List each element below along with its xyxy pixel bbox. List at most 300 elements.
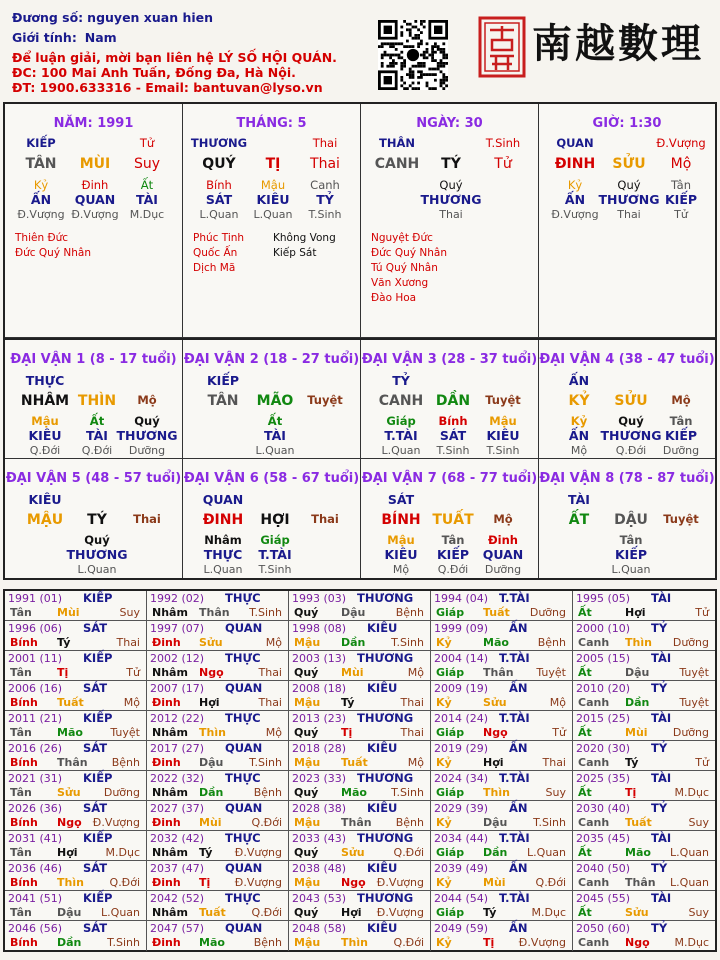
year-can: Nhâm bbox=[152, 846, 188, 859]
year-star: TỶ bbox=[651, 741, 668, 755]
pillar-star: Không Vong bbox=[273, 232, 336, 244]
year-phase: Suy bbox=[688, 906, 709, 919]
year-cell bbox=[573, 591, 715, 621]
dai-van-r2-item: Thai bbox=[133, 512, 161, 526]
dai-van-top: KIẾP bbox=[206, 373, 240, 388]
year-star: TỶ bbox=[651, 921, 668, 935]
year-cell bbox=[573, 711, 715, 741]
dai-van-r2-item: Tuyệt bbox=[307, 393, 343, 407]
year-label: 2043 (53) bbox=[292, 892, 347, 905]
pillar-r4-item: ẤN bbox=[30, 192, 52, 207]
pillar-star: Đức Quý Nhân bbox=[15, 247, 91, 259]
year-star: KIÊU bbox=[367, 741, 398, 755]
year-chi: Tị bbox=[341, 726, 353, 739]
dai-van-r2-item: ĐINH bbox=[202, 512, 244, 528]
year-chi: Mão bbox=[625, 846, 651, 859]
pillar-r2-item: QUÝ bbox=[202, 156, 236, 172]
pillar-r1-item: KIẾP bbox=[26, 136, 56, 150]
year-phase: Bệnh bbox=[253, 786, 282, 799]
year-label: 2047 (57) bbox=[150, 922, 205, 935]
year-phase: Tuyệt bbox=[679, 666, 709, 679]
dai-van-r2-item: TUẤT bbox=[432, 512, 474, 528]
year-phase: Q.Đới bbox=[393, 936, 424, 949]
year-chi: Sửu bbox=[57, 786, 81, 799]
year-chi: Tuất bbox=[483, 606, 510, 619]
dai-van-r2-item: CANH bbox=[378, 393, 424, 409]
dai-van-r5-item: T.Sinh bbox=[436, 444, 470, 457]
year-star: TỶ bbox=[651, 621, 668, 635]
year-cell bbox=[573, 621, 715, 651]
year-star: T.TÀI bbox=[499, 891, 530, 905]
year-star: THƯƠNG bbox=[357, 771, 414, 785]
dai-van-r4-item: T.TÀI bbox=[384, 428, 418, 443]
year-phase: Thai bbox=[116, 636, 140, 649]
year-label: 2042 (52) bbox=[150, 892, 205, 905]
year-phase: Đ.Vượng bbox=[234, 846, 282, 859]
year-label: 2009 (19) bbox=[434, 682, 489, 695]
year-chi: Dậu bbox=[483, 816, 508, 829]
year-chi: Sửu bbox=[625, 906, 649, 919]
year-cell bbox=[289, 651, 431, 681]
year-star: SÁT bbox=[83, 921, 108, 935]
year-can: Canh bbox=[578, 816, 610, 829]
pillar-r5-item: Đ.Vượng bbox=[71, 208, 119, 221]
year-can: Đinh bbox=[152, 936, 181, 949]
year-chi: Thân bbox=[483, 666, 514, 679]
year-star: THỰC bbox=[225, 831, 261, 845]
dai-van-cell bbox=[361, 459, 539, 578]
dai-van-cell bbox=[539, 459, 715, 578]
year-phase: Mộ bbox=[265, 726, 282, 739]
year-cell bbox=[289, 771, 431, 801]
year-chi: Thìn bbox=[341, 936, 368, 949]
year-can: Kỷ bbox=[436, 876, 452, 889]
year-can: Ất bbox=[578, 666, 592, 679]
year-phase: Q.Đới bbox=[393, 846, 424, 859]
dai-van-r2-item: MẬU bbox=[26, 512, 64, 528]
year-phase: Q.Đới bbox=[251, 906, 282, 919]
dai-van-r2-item: BÍNH bbox=[381, 512, 421, 528]
year-chi: Tý bbox=[483, 906, 497, 919]
year-phase: Thai bbox=[400, 726, 424, 739]
year-phase: Thai bbox=[542, 756, 566, 769]
year-can: Giáp bbox=[436, 726, 465, 739]
year-phase: Dưỡng bbox=[672, 726, 709, 739]
dai-van-title: ĐẠI VẬN 7 (68 - 77 tuổi) bbox=[361, 471, 538, 486]
pillar-star: Phúc Tinh bbox=[193, 232, 245, 244]
year-phase: M.Dục bbox=[674, 936, 709, 949]
year-star: KIẾP bbox=[83, 771, 113, 785]
pillar-r4-item: THƯƠNG bbox=[598, 192, 660, 207]
year-phase: M.Dục bbox=[105, 846, 140, 859]
year-label: 2028 (38) bbox=[292, 802, 347, 815]
year-cell bbox=[431, 711, 573, 741]
year-cell bbox=[147, 831, 289, 861]
dai-van-top: KIÊU bbox=[28, 492, 62, 507]
year-cell bbox=[289, 681, 431, 711]
dai-van-r2-item: Mộ bbox=[671, 393, 691, 407]
year-can: Đinh bbox=[152, 876, 181, 889]
year-can: Tân bbox=[10, 786, 32, 799]
dai-van-r2-item: KỶ bbox=[568, 393, 590, 409]
year-phase: T.Sinh bbox=[391, 786, 424, 799]
dai-van-r2-item: TÂN bbox=[207, 393, 239, 409]
year-star: ẤN bbox=[509, 621, 528, 635]
owner-line bbox=[12, 10, 213, 26]
owner-value: nguyen xuan hien bbox=[87, 10, 214, 25]
year-chi: Thân bbox=[199, 606, 230, 619]
dai-van-r5-item: L.Quan bbox=[611, 563, 651, 576]
pillar-r4-item: THƯƠNG bbox=[420, 192, 482, 207]
year-chi: Dần bbox=[341, 636, 366, 649]
year-can: Đinh bbox=[152, 756, 181, 769]
year-label: 2011 (21) bbox=[8, 712, 63, 725]
year-cell bbox=[431, 621, 573, 651]
year-label: 2037 (47) bbox=[150, 862, 205, 875]
year-phase: T.Sinh bbox=[249, 756, 282, 769]
year-chi: Tý bbox=[625, 756, 639, 769]
year-label: 2035 (45) bbox=[576, 832, 631, 845]
pillar-r3-item: Mậu bbox=[260, 178, 286, 192]
pillar-r2-item: MÙI bbox=[79, 156, 111, 172]
pillar-title: NGÀY: 30 bbox=[416, 116, 483, 131]
year-phase: Suy bbox=[119, 606, 140, 619]
dai-van-r2-item: THÌN bbox=[77, 393, 117, 409]
year-chi: Ngọ bbox=[199, 666, 224, 679]
pillar-r4-item: SÁT bbox=[205, 192, 233, 207]
year-phase: Bệnh bbox=[395, 606, 424, 619]
year-cell bbox=[289, 801, 431, 831]
year-can: Quý bbox=[294, 666, 319, 679]
pillar-cell bbox=[5, 104, 183, 338]
year-cell bbox=[289, 741, 431, 771]
year-star: KIẾP bbox=[83, 651, 113, 665]
year-star: TÀI bbox=[651, 891, 672, 905]
year-can: Nhâm bbox=[152, 786, 188, 799]
year-label: 2033 (43) bbox=[292, 832, 347, 845]
year-can: Ất bbox=[578, 606, 592, 619]
year-star: QUAN bbox=[225, 741, 263, 755]
year-cell bbox=[147, 651, 289, 681]
pillar-r2-item: TỊ bbox=[265, 156, 281, 172]
year-cell bbox=[5, 681, 147, 711]
pillar-r5-item: Thai bbox=[439, 208, 463, 221]
year-phase: Đ.Vượng bbox=[376, 906, 424, 919]
year-phase: Bệnh bbox=[537, 636, 566, 649]
year-phase: L.Quan bbox=[101, 906, 140, 919]
year-chi: Tuất bbox=[625, 816, 652, 829]
year-chi: Tuất bbox=[199, 906, 226, 919]
year-label: 1997 (07) bbox=[150, 622, 205, 635]
dai-van-r5-item: Q.Đới bbox=[29, 444, 61, 457]
year-label: 2023 (33) bbox=[292, 772, 347, 785]
year-can: Ất bbox=[578, 906, 592, 919]
dai-van-r4-item: KIÊU bbox=[384, 547, 418, 562]
year-star: KIẾP bbox=[83, 891, 113, 905]
year-can: Tân bbox=[10, 606, 32, 619]
year-star: QUAN bbox=[225, 921, 263, 935]
year-phase: Mộ bbox=[549, 696, 566, 709]
dai-van-r2-item: DẦN bbox=[435, 393, 471, 409]
year-star: T.TÀI bbox=[499, 771, 530, 785]
year-can: Ất bbox=[578, 786, 592, 799]
pillar-r5-item: T.Sinh bbox=[308, 208, 342, 221]
dai-van-r4-item: KIÊU bbox=[28, 428, 62, 443]
dai-van-cell bbox=[183, 340, 361, 459]
year-cell bbox=[431, 651, 573, 681]
year-can: Kỷ bbox=[436, 816, 452, 829]
year-label: 2022 (32) bbox=[150, 772, 205, 785]
year-chi: Hợi bbox=[199, 696, 220, 709]
pillar-star: Dịch Mã bbox=[193, 262, 236, 274]
year-can: Kỷ bbox=[436, 696, 452, 709]
pillar-r3-item: Kỷ bbox=[33, 178, 49, 192]
year-star: THỰC bbox=[225, 711, 261, 725]
year-phase: Tử bbox=[695, 606, 709, 619]
year-label: 2025 (35) bbox=[576, 772, 631, 785]
year-label: 1999 (09) bbox=[434, 622, 489, 635]
year-can: Bính bbox=[10, 696, 38, 709]
year-cell bbox=[5, 711, 147, 741]
year-cell bbox=[431, 861, 573, 891]
year-star: TỶ bbox=[651, 681, 668, 695]
year-star: TÀI bbox=[651, 651, 672, 665]
dai-van-r4-item: TÀI bbox=[86, 428, 108, 443]
year-label: 2003 (13) bbox=[292, 652, 347, 665]
year-chi: Hợi bbox=[483, 756, 504, 769]
year-can: Mậu bbox=[294, 876, 321, 889]
dai-van-r5-item: L.Quan bbox=[203, 563, 243, 576]
year-star: TÀI bbox=[651, 771, 672, 785]
year-chi: Dần bbox=[625, 696, 650, 709]
year-phase: Dưỡng bbox=[103, 786, 140, 799]
year-cell bbox=[289, 891, 431, 921]
dai-van-top: TỶ bbox=[392, 373, 410, 388]
year-chi: Sửu bbox=[199, 636, 223, 649]
year-cell bbox=[289, 921, 431, 951]
dai-van-r3-item: Tân bbox=[441, 533, 465, 547]
year-chi: Mùi bbox=[57, 606, 80, 619]
year-star: QUAN bbox=[225, 681, 263, 695]
dai-van-r2-item: SỬU bbox=[614, 393, 648, 409]
year-label: 1996 (06) bbox=[8, 622, 63, 635]
year-can: Giáp bbox=[436, 606, 465, 619]
year-cell bbox=[431, 831, 573, 861]
year-label: 1991 (01) bbox=[8, 592, 63, 605]
year-can: Canh bbox=[578, 876, 610, 889]
year-can: Ất bbox=[578, 846, 592, 859]
year-can: Canh bbox=[578, 936, 610, 949]
year-can: Bính bbox=[10, 816, 38, 829]
year-phase: Tử bbox=[126, 666, 140, 679]
dai-van-r3-item: Kỷ bbox=[570, 414, 588, 428]
year-can: Tân bbox=[10, 666, 32, 679]
year-cell bbox=[573, 681, 715, 711]
year-label: 1998 (08) bbox=[292, 622, 347, 635]
year-phase: Mộ bbox=[407, 756, 424, 769]
year-star: T.TÀI bbox=[499, 591, 530, 605]
pillar-r2-item: Mộ bbox=[670, 156, 692, 172]
year-star: ẤN bbox=[509, 861, 528, 875]
year-can: Quý bbox=[294, 846, 319, 859]
year-cell bbox=[289, 621, 431, 651]
year-chi: Mão bbox=[483, 636, 509, 649]
year-star: THỰC bbox=[225, 591, 261, 605]
dai-van-r5-item: Mộ bbox=[392, 563, 410, 576]
year-can: Quý bbox=[294, 906, 319, 919]
year-chi: Thân bbox=[341, 816, 372, 829]
dai-van-r4-item: THƯƠNG bbox=[66, 547, 128, 562]
year-phase: T.Sinh bbox=[391, 636, 424, 649]
year-chi: Thân bbox=[625, 876, 656, 889]
pillar-star: Thiên Đức bbox=[15, 232, 69, 244]
dai-van-r2-item: HỢI bbox=[260, 512, 290, 528]
year-cell bbox=[147, 591, 289, 621]
dai-van-r4-item: ẤN bbox=[568, 428, 590, 443]
year-can: Kỷ bbox=[436, 636, 452, 649]
year-star: QUAN bbox=[225, 621, 263, 635]
dai-van-top: ẤN bbox=[568, 373, 590, 388]
year-can: Nhâm bbox=[152, 606, 188, 619]
year-phase: Q.Đới bbox=[251, 816, 282, 829]
year-cell bbox=[5, 591, 147, 621]
year-chi: Tý bbox=[199, 846, 213, 859]
dai-van-r4-item: THỰC bbox=[203, 547, 243, 562]
year-phase: M.Dục bbox=[531, 906, 566, 919]
year-phase: Thai bbox=[400, 696, 424, 709]
year-chi: Thìn bbox=[57, 876, 84, 889]
dai-van-r2-item: Tuyệt bbox=[485, 393, 521, 407]
dai-van-r5-item: Dưỡng bbox=[662, 444, 700, 457]
year-cell bbox=[5, 861, 147, 891]
dai-van-r4-item: THƯƠNG bbox=[116, 428, 178, 443]
pillar-star: Văn Xương bbox=[371, 277, 429, 289]
year-cell bbox=[5, 831, 147, 861]
year-label: 2012 (22) bbox=[150, 712, 205, 725]
year-star: TÀI bbox=[651, 831, 672, 845]
pillar-r2-item: TÂN bbox=[25, 156, 57, 172]
year-label: 2044 (54) bbox=[434, 892, 489, 905]
year-phase: Tuyệt bbox=[536, 666, 566, 679]
pillar-r1-item: T.Sinh bbox=[485, 136, 521, 150]
year-chi: Sửu bbox=[483, 696, 507, 709]
year-can: Ất bbox=[578, 726, 592, 739]
year-chi: Mão bbox=[199, 936, 225, 949]
pillar-cell bbox=[183, 104, 361, 338]
pillar-r3-item: Canh bbox=[310, 178, 340, 192]
pillar-r2-item: Tử bbox=[494, 156, 512, 172]
dai-van-r3-item: Mậu bbox=[489, 414, 517, 428]
year-label: 2021 (31) bbox=[8, 772, 63, 785]
year-phase: Đ.Vượng bbox=[92, 816, 140, 829]
year-cell bbox=[573, 891, 715, 921]
pillar-r3-item: Kỷ bbox=[567, 178, 583, 192]
year-chi: Sửu bbox=[341, 846, 365, 859]
year-star: THỰC bbox=[225, 891, 261, 905]
pillar-cell bbox=[361, 104, 539, 338]
year-star: SÁT bbox=[83, 741, 108, 755]
pillar-cell bbox=[539, 104, 715, 338]
year-cell bbox=[147, 861, 289, 891]
year-cell bbox=[573, 831, 715, 861]
year-can: Bính bbox=[10, 876, 38, 889]
four-pillars-table bbox=[3, 102, 717, 340]
year-can: Giáp bbox=[436, 846, 465, 859]
year-star: KIÊU bbox=[367, 921, 398, 935]
year-can: Quý bbox=[294, 726, 319, 739]
year-star: T.TÀI bbox=[499, 711, 530, 725]
year-can: Tân bbox=[10, 906, 32, 919]
year-phase: T.Sinh bbox=[107, 936, 140, 949]
dai-van-title: ĐẠI VẬN 4 (38 - 47 tuổi) bbox=[539, 352, 715, 367]
dai-van-table bbox=[3, 340, 717, 580]
year-chi: Mùi bbox=[625, 726, 648, 739]
gender-label: Giới tính: bbox=[12, 30, 77, 45]
year-label: 2027 (37) bbox=[150, 802, 205, 815]
year-can: Nhâm bbox=[152, 666, 188, 679]
pillar-title: GIỜ: 1:30 bbox=[592, 116, 662, 131]
header bbox=[0, 0, 720, 100]
year-label: 2031 (41) bbox=[8, 832, 63, 845]
dai-van-title: ĐẠI VẬN 6 (58 - 67 tuổi) bbox=[183, 471, 360, 486]
dai-van-r3-item: Đinh bbox=[488, 533, 518, 547]
year-can: Kỷ bbox=[436, 936, 452, 949]
year-phase: M.Dục bbox=[674, 786, 709, 799]
year-chi: Dần bbox=[199, 786, 224, 799]
year-cell bbox=[431, 591, 573, 621]
year-phase: Tử bbox=[552, 726, 566, 739]
year-star: THƯƠNG bbox=[357, 591, 414, 605]
year-label: 2016 (26) bbox=[8, 742, 63, 755]
year-label: 2049 (59) bbox=[434, 922, 489, 935]
dai-van-top: SÁT bbox=[387, 492, 415, 507]
year-can: Giáp bbox=[436, 666, 465, 679]
year-star: TỶ bbox=[651, 801, 668, 815]
dai-van-title: ĐẠI VẬN 5 (48 - 57 tuổi) bbox=[5, 471, 182, 486]
year-can: Tân bbox=[10, 846, 32, 859]
year-can: Đinh bbox=[152, 696, 181, 709]
year-label: 2017 (27) bbox=[150, 742, 205, 755]
year-label: 2038 (48) bbox=[292, 862, 347, 875]
year-label: 2005 (15) bbox=[576, 652, 631, 665]
year-cell bbox=[573, 861, 715, 891]
dai-van-r4-item: TÀI bbox=[264, 428, 286, 443]
pillar-r2-item: TÝ bbox=[441, 156, 461, 172]
year-star: KIÊU bbox=[367, 861, 398, 875]
year-chi: Tị bbox=[199, 876, 211, 889]
year-chi: Mùi bbox=[341, 666, 364, 679]
dai-van-cell bbox=[361, 340, 539, 459]
year-label: 1995 (05) bbox=[576, 592, 631, 605]
pillar-r1-item: Thai bbox=[312, 136, 338, 150]
dai-van-r5-item: Q.Đới bbox=[615, 444, 647, 457]
year-can: Bính bbox=[10, 756, 38, 769]
year-star: THƯƠNG bbox=[357, 651, 414, 665]
year-can: Quý bbox=[294, 786, 319, 799]
year-chi: Ngọ bbox=[625, 936, 650, 949]
year-chi: Tuất bbox=[341, 756, 368, 769]
year-label: 2041 (51) bbox=[8, 892, 63, 905]
year-chi: Mùi bbox=[483, 876, 506, 889]
year-star: ẤN bbox=[509, 801, 528, 815]
dai-van-r2-item: TÝ bbox=[87, 512, 107, 528]
year-label: 2039 (49) bbox=[434, 862, 489, 875]
year-label: 2018 (28) bbox=[292, 742, 347, 755]
pillar-r4-item: ẤN bbox=[564, 192, 586, 207]
year-chi: Tý bbox=[341, 696, 355, 709]
year-phase: Đ.Vượng bbox=[376, 876, 424, 889]
year-phase: L.Quan bbox=[670, 876, 709, 889]
